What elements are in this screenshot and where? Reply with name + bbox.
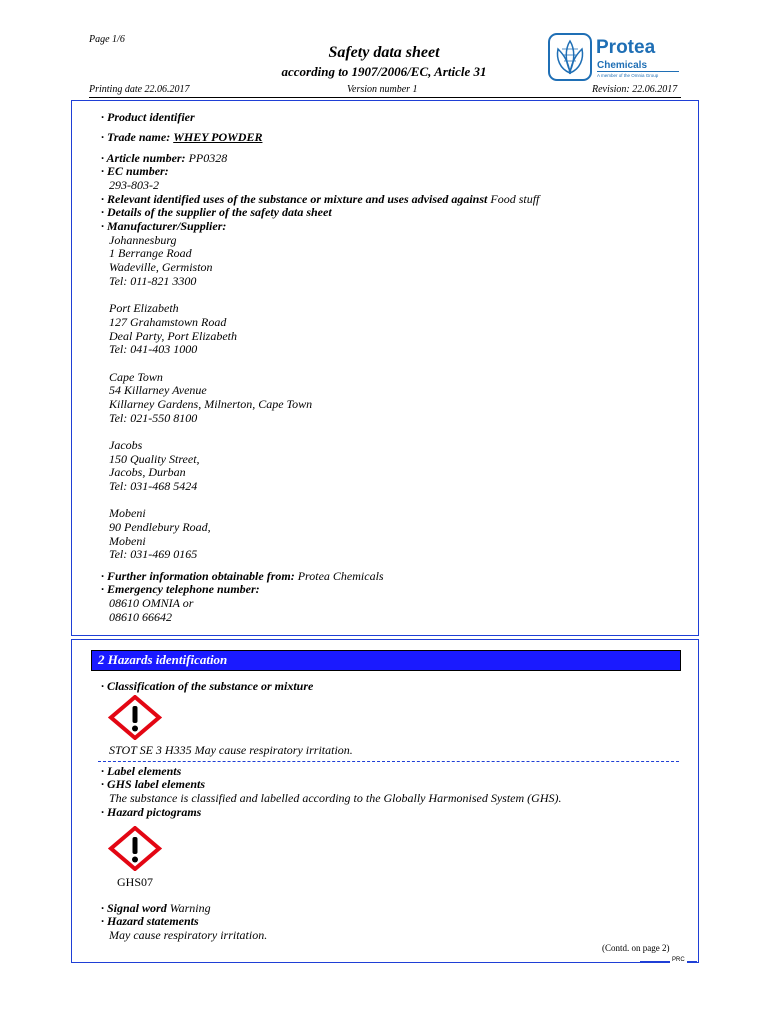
dashed-divider	[98, 761, 679, 762]
trade-name-row	[101, 131, 262, 145]
ghs-label-elements-label: · GHS label elements	[101, 777, 205, 791]
uses-label: · Relevant identified uses of the substance or mixture and uses advised against	[101, 192, 488, 206]
exclamation-mark-hazard-icon	[108, 695, 162, 740]
logo-subname: Chemicals	[597, 60, 648, 71]
address-line: Tel: 011-821 3300	[109, 274, 197, 288]
supplier-details-label: · Details of the supplier of the safety data sheet	[101, 205, 332, 219]
protea-flower-icon	[548, 33, 592, 81]
exclamation-mark-hazard-icon	[108, 826, 162, 871]
address-line: Jacobs, Durban	[109, 465, 186, 479]
page-number: Page 1/6	[89, 34, 125, 45]
ec-number-label: · EC number:	[101, 164, 169, 178]
document-subtitle: according to 1907/2006/EC, Article 31	[281, 64, 487, 79]
footer-rule	[640, 961, 697, 962]
logo-rule	[597, 71, 679, 72]
emergency-label: · Emergency telephone number:	[101, 582, 260, 596]
continued-note: (Contd. on page 2)	[602, 943, 670, 953]
address-line: Port Elizabeth	[109, 301, 179, 315]
address-line: Tel: 041-403 1000	[109, 342, 198, 356]
article-number-value: PP0328	[188, 151, 228, 165]
manufacturer-label: · Manufacturer/Supplier:	[101, 219, 227, 233]
emergency-number: 08610 OMNIA or	[109, 596, 194, 610]
address-line: 150 Quality Street,	[109, 452, 200, 466]
signal-word-value: Warning	[169, 901, 211, 915]
uses-value: Food stuff	[490, 192, 540, 206]
address-line: Tel: 031-468 5424	[109, 479, 198, 493]
footer-code: PRC	[672, 957, 685, 963]
label-elements-label: · Label elements	[101, 764, 182, 778]
trade-name-label: · Trade name:	[101, 130, 171, 144]
classification-label: · Classification of the substance or mixture	[101, 679, 314, 693]
address-line: 90 Pendlebury Road,	[109, 520, 211, 534]
ec-number-value: 293-803-2	[109, 178, 159, 192]
classification-text: STOT SE 3 H335 May cause respiratory irritation.	[109, 743, 353, 757]
hazard-pictograms-label: · Hazard pictograms	[101, 805, 202, 819]
emergency-number: 08610 66642	[109, 610, 172, 624]
address-line: Wadeville, Germiston	[109, 260, 213, 274]
ghs-text: The substance is classified and labelled according to the Globally Harmonised System (GHS).	[109, 791, 562, 805]
article-number-label: · Article number:	[101, 151, 186, 165]
address-line: Jacobs	[109, 438, 143, 452]
version-number: Version number 1	[347, 84, 418, 95]
further-info-label: · Further information obtainable from:	[101, 569, 295, 583]
further-info-value: Protea Chemicals	[297, 569, 384, 583]
address-line: 127 Grahamstown Road	[109, 315, 227, 329]
address-line: Killarney Gardens, Milnerton, Cape Town	[109, 397, 313, 411]
address-line: Tel: 021-550 8100	[109, 411, 198, 425]
document-title: Safety data sheet	[328, 44, 440, 61]
address-line: Mobeni	[109, 534, 146, 548]
hazard-statements-value: May cause respiratory irritation.	[109, 928, 268, 942]
address-line: Deal Party, Port Elizabeth	[109, 329, 237, 343]
logo-tagline: A member of the Omnia Group	[597, 73, 659, 78]
address-line: 1 Berrange Road	[109, 246, 192, 260]
section2-title: 2 Hazards identification	[98, 652, 228, 667]
trade-name-value: WHEY POWDER	[173, 130, 263, 144]
signal-word-label: · Signal word	[101, 901, 167, 915]
address-line: 54 Killarney Avenue	[109, 383, 207, 397]
product-identifier-label: · Product identifier	[101, 110, 195, 124]
logo-name: Protea	[596, 37, 656, 58]
header-divider	[89, 97, 681, 98]
ghs-code: GHS07	[117, 875, 154, 889]
printing-date: Printing date 22.06.2017	[89, 84, 190, 95]
address-line: Johannesburg	[109, 233, 177, 247]
hazard-statements-label: · Hazard statements	[101, 914, 199, 928]
address-line: Tel: 031-469 0165	[109, 547, 198, 561]
address-line: Cape Town	[109, 370, 163, 384]
address-line: Mobeni	[109, 506, 146, 520]
revision-date: Revision: 22.06.2017	[592, 84, 678, 95]
